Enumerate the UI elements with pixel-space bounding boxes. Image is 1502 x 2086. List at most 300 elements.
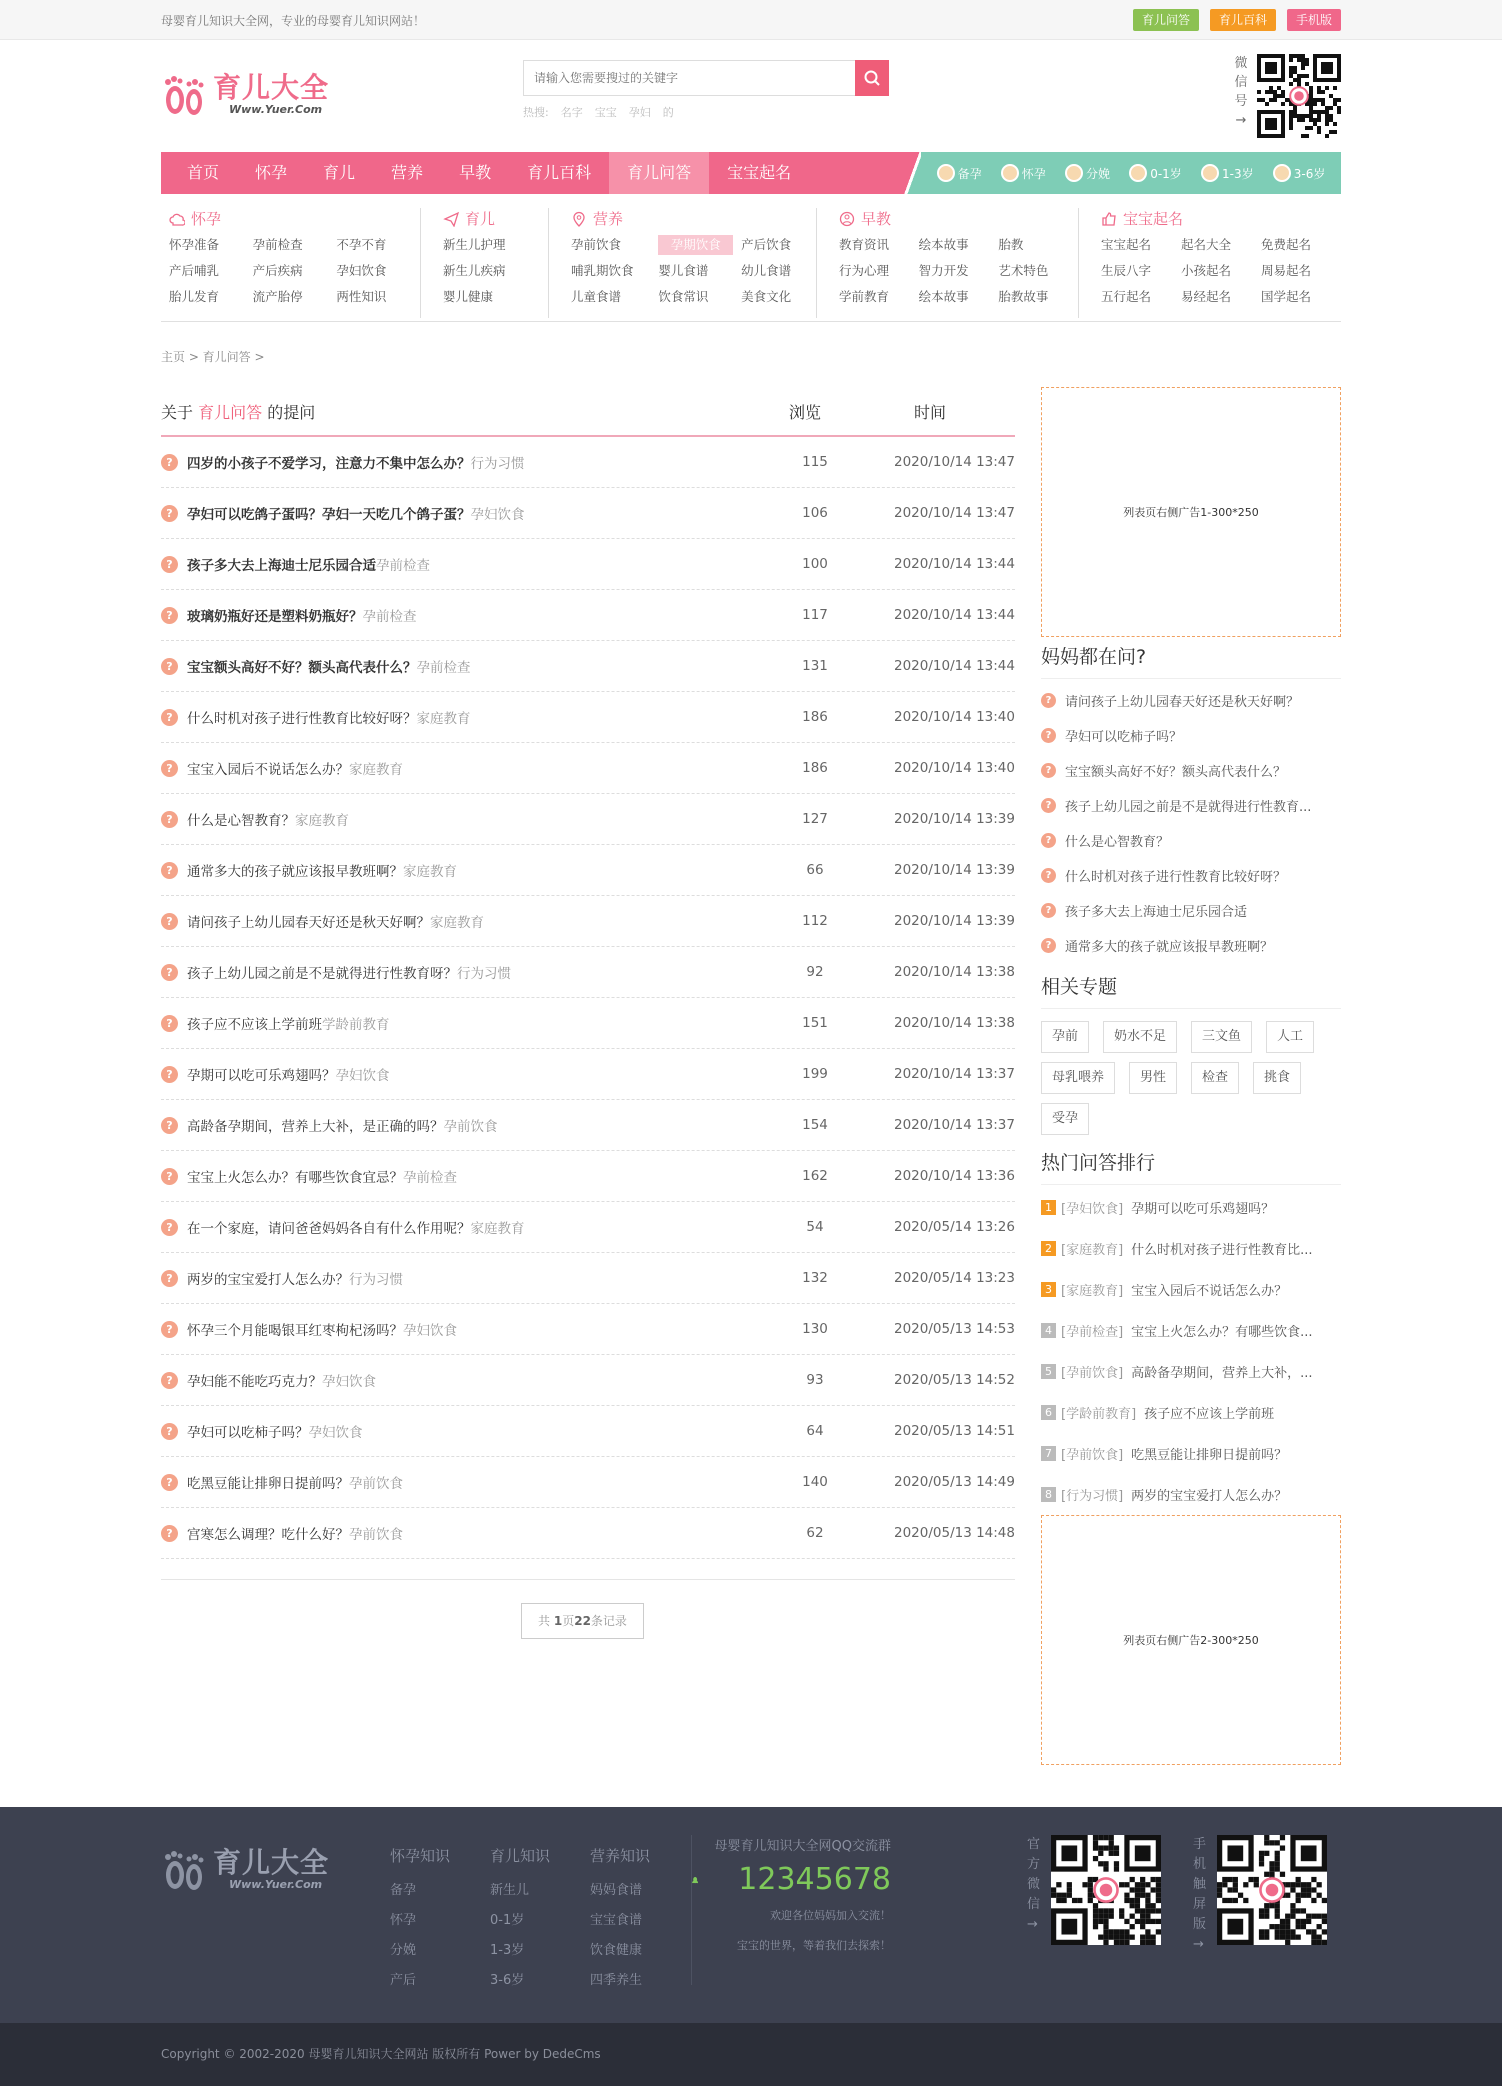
question-link[interactable]: 孕妇可以吃柿子吗？孕妇饮食 <box>187 1425 363 1441</box>
topic-tag[interactable]: 挑食 <box>1253 1062 1301 1094</box>
footer-link[interactable]: 妈妈食谱 <box>590 1883 643 1898</box>
subnav-link[interactable]: 周易起名 <box>1261 263 1312 278</box>
rank-list <box>1041 1185 1341 1515</box>
table-row[interactable] <box>161 1304 1015 1355</box>
question-category[interactable]: 孕妇饮食 <box>335 1068 390 1084</box>
logo-name: 育儿大全 <box>213 70 330 104</box>
question-icon: ? <box>161 1117 178 1134</box>
question-link[interactable]: 玻璃奶瓶好还是塑料奶瓶好？孕前检查 <box>187 609 417 625</box>
cloud-icon <box>169 211 185 227</box>
child-icon <box>839 211 855 227</box>
subnav-link[interactable]: 绘本故事 <box>918 237 969 252</box>
qq-number: 12345678 <box>692 1862 891 1897</box>
subnav-link[interactable]: 流产胎停 <box>252 289 303 304</box>
subnav-link[interactable]: 孕妇饮食 <box>336 263 387 278</box>
subnav-link[interactable]: 学前教育 <box>839 289 890 304</box>
post-time: 2020/05/14 13:26 <box>893 1219 1015 1235</box>
rank-item[interactable] <box>1041 1269 1341 1310</box>
table-row[interactable] <box>161 896 1015 947</box>
qq-sub2: 宝宝的世界，等着我们去探索！ <box>737 1939 891 1952</box>
main-content <box>161 387 1341 1765</box>
ad-slot-1[interactable]: 列表页右侧广告1-300*250 <box>1041 387 1341 637</box>
question-category[interactable]: 行为习惯 <box>457 966 511 982</box>
question-category[interactable]: 孕前检查 <box>362 609 417 625</box>
question-link[interactable]: 四岁的小孩子不爱学习，注意力不集中怎么办？行为习惯 <box>187 456 525 472</box>
age-nav-item[interactable] <box>1001 164 1046 182</box>
question-icon: ? <box>1041 798 1056 813</box>
view-count: 162 <box>802 1168 828 1184</box>
subnav-title[interactable]: 育儿 <box>443 208 548 229</box>
question-icon: ? <box>161 454 178 471</box>
baby-icon <box>937 164 955 182</box>
question-link[interactable]: 宝宝上火怎么办？有哪些饮食宜忌？孕前检查 <box>187 1170 457 1186</box>
subnav-link[interactable]: 孕期饮食 <box>658 235 733 255</box>
view-count: 154 <box>802 1117 828 1133</box>
ask-title: 妈妈都在问? <box>1041 637 1341 679</box>
question-category[interactable]: 家庭教育 <box>349 762 403 778</box>
rank-item[interactable] <box>1041 1228 1341 1269</box>
rank-category[interactable]: [孕妇饮食] <box>1061 1202 1124 1217</box>
footer-link[interactable]: 怀孕 <box>390 1913 417 1928</box>
subnav-link[interactable]: 起名大全 <box>1181 237 1232 252</box>
hot-word[interactable]: 孕妇 <box>628 106 651 119</box>
sidebar <box>1041 387 1341 1765</box>
question-category[interactable]: 家庭教育 <box>295 813 349 829</box>
topic-tag[interactable]: 检查 <box>1191 1062 1239 1094</box>
hot-word[interactable]: 名字 <box>560 106 583 119</box>
view-count: 132 <box>802 1270 828 1286</box>
rank-category[interactable]: [学龄前教育] <box>1061 1407 1137 1422</box>
footer-columns <box>390 1845 690 1996</box>
question-icon: ? <box>161 709 178 726</box>
subnav-link[interactable]: 饮食常识 <box>658 289 709 304</box>
ask-list <box>1041 679 1341 963</box>
rank-item[interactable] <box>1041 1310 1341 1351</box>
subnav-link[interactable]: 婴儿健康 <box>443 289 494 304</box>
nav-item[interactable]: 首页 <box>187 163 220 182</box>
rank-item[interactable] <box>1041 1392 1341 1433</box>
top-links <box>1133 9 1341 31</box>
post-time: 2020/05/13 14:49 <box>893 1474 1015 1490</box>
qq-title: 母婴育儿知识大全网QQ交流群 <box>714 1839 891 1854</box>
topic-tag[interactable]: 受孕 <box>1041 1103 1089 1135</box>
rank-title[interactable]: 什么时机对孩子进行性教育比... <box>1131 1243 1313 1258</box>
view-count: 199 <box>802 1066 828 1082</box>
rank-category[interactable]: [家庭教育] <box>1061 1243 1124 1258</box>
question-icon: ? <box>1041 868 1056 883</box>
question-category[interactable]: 行为习惯 <box>470 456 525 472</box>
footer-link[interactable]: 宝宝食谱 <box>590 1913 643 1928</box>
view-count: 66 <box>806 862 824 878</box>
subnav-link[interactable]: 孕前检查 <box>252 237 303 252</box>
list-item[interactable]: ? 孕妇可以吃柿子吗？ <box>1041 718 1341 753</box>
baby-icon <box>1129 164 1147 182</box>
subnav-link[interactable]: 幼儿食谱 <box>741 263 792 278</box>
hot-word[interactable]: 的 <box>662 106 674 119</box>
question-link[interactable]: 孕妇能不能吃巧克力？孕妇饮食 <box>187 1374 376 1390</box>
age-label: 备孕 <box>957 166 982 181</box>
subnav-link[interactable]: 易经起名 <box>1181 289 1232 304</box>
rank-category[interactable]: [孕前检查] <box>1061 1325 1124 1340</box>
age-nav-item[interactable] <box>1065 164 1110 182</box>
age-label: 0-1岁 <box>1150 166 1182 181</box>
subnav-group <box>817 208 1079 318</box>
question-icon: ? <box>1041 693 1056 708</box>
age-nav-item[interactable] <box>1201 164 1254 182</box>
nav-item[interactable]: 怀孕 <box>255 163 288 182</box>
topic-tag[interactable]: 母乳喂养 <box>1041 1062 1115 1094</box>
footer-link[interactable]: 新生儿 <box>490 1883 530 1898</box>
subnav-link[interactable]: 新生儿护理 <box>443 237 506 252</box>
post-time: 2020/05/13 14:52 <box>893 1372 1015 1388</box>
list-item[interactable]: ? 宝宝额头高好不好？额头高代表什么？ <box>1041 753 1341 788</box>
list-item[interactable]: ? 什么是心智教育？ <box>1041 823 1341 858</box>
table-row[interactable] <box>161 998 1015 1049</box>
top-link[interactable]: 育儿问答 <box>1133 9 1199 31</box>
question-link[interactable]: 通常多大的孩子就应该报早教班啊？家庭教育 <box>187 864 457 880</box>
breadcrumb: 主页 > 育儿问答 > <box>161 350 265 364</box>
subnav-link[interactable]: 免费起名 <box>1261 237 1312 252</box>
subnav-link[interactable]: 胎教 <box>998 237 1024 252</box>
rank-item[interactable] <box>1041 1474 1341 1515</box>
table-row[interactable] <box>161 641 1015 692</box>
subnav-title[interactable]: 怀孕 <box>169 208 420 229</box>
top-link[interactable]: 育儿百科 <box>1210 9 1276 31</box>
rank-item[interactable] <box>1041 1187 1341 1228</box>
footer-link[interactable]: 3-6岁 <box>490 1973 525 1988</box>
view-count: 112 <box>802 913 828 929</box>
question-list <box>161 387 1015 1765</box>
qq-sub: 欢迎各位妈妈加入交流！ <box>770 1909 891 1922</box>
question-category[interactable]: 孕前饮食 <box>349 1527 403 1543</box>
subnav-group <box>161 208 421 318</box>
question-icon: ? <box>161 1372 178 1389</box>
question-link[interactable]: 孕妇可以吃鸽子蛋吗？孕妇一天吃几个鸽子蛋？孕妇饮食 <box>187 507 525 523</box>
subnav-link[interactable]: 绘本故事 <box>918 289 969 304</box>
subnav-link[interactable]: 产后哺乳 <box>169 263 220 278</box>
rank-title[interactable]: 高龄备孕期间，营养上大补，... <box>1131 1366 1313 1381</box>
table-row[interactable] <box>161 743 1015 794</box>
question-link[interactable]: 孩子应不应该上学前班学龄前教育 <box>187 1017 390 1033</box>
rank-number: 6 <box>1041 1405 1056 1420</box>
question-icon: ? <box>1041 938 1056 953</box>
question-icon: ? <box>161 760 178 777</box>
age-nav-item[interactable] <box>1273 164 1326 182</box>
post-time: 2020/10/14 13:44 <box>893 658 1015 674</box>
question-icon: ? <box>161 1219 178 1236</box>
baby-icon <box>1065 164 1083 182</box>
view-count: 130 <box>802 1321 828 1337</box>
search-button[interactable] <box>855 60 889 96</box>
rank-number: 5 <box>1041 1364 1056 1379</box>
rank-number: 2 <box>1041 1241 1056 1256</box>
footer-link[interactable]: 四季养生 <box>590 1973 643 1988</box>
rank-title[interactable]: 宝宝上火怎么办？有哪些饮食... <box>1131 1325 1313 1340</box>
post-time: 2020/05/13 14:48 <box>893 1525 1015 1541</box>
search-area <box>523 60 889 120</box>
list-title: 关于 育儿问答 的提问 <box>161 402 316 422</box>
subnav-link[interactable]: 艺术特色 <box>998 263 1049 278</box>
subnav-link[interactable]: 不孕不育 <box>336 237 387 252</box>
footer-column-title: 育儿知识 <box>490 1847 551 1865</box>
table-row[interactable] <box>161 1508 1015 1559</box>
nav-item[interactable]: 育儿百科 <box>527 163 592 182</box>
list-item[interactable]: ? 孩子多大去上海迪士尼乐园合适 <box>1041 893 1341 928</box>
question-link[interactable]: 孕期可以吃可乐鸡翅吗？孕妇饮食 <box>187 1068 390 1084</box>
mobile-qr-label: 手机触屏版→ <box>1193 1837 1207 1952</box>
table-row[interactable] <box>161 845 1015 896</box>
table-row[interactable] <box>161 1049 1015 1100</box>
subnav-link[interactable]: 婴儿食谱 <box>658 263 709 278</box>
page-info[interactable]: 共 1页22条记录 <box>521 1603 644 1639</box>
subnav-link[interactable]: 胎儿发育 <box>169 289 220 304</box>
subnav-link[interactable]: 五行起名 <box>1101 289 1152 304</box>
view-count: 186 <box>802 760 828 776</box>
nav-item[interactable]: 育儿 <box>323 163 356 182</box>
question-category[interactable]: 家庭教育 <box>430 915 484 931</box>
question-category[interactable]: 家庭教育 <box>403 864 457 880</box>
nav-divider <box>904 152 921 194</box>
post-time: 2020/10/14 13:40 <box>893 709 1015 725</box>
subnav-link[interactable]: 美食文化 <box>741 289 792 304</box>
list-item[interactable]: ? 孩子上幼儿园之前是不是就得进行性教育... <box>1041 788 1341 823</box>
view-count: 127 <box>802 811 828 827</box>
post-time: 2020/10/14 13:38 <box>893 964 1015 980</box>
table-row[interactable] <box>161 692 1015 743</box>
rank-number: 3 <box>1041 1282 1056 1297</box>
footer-link[interactable]: 备孕 <box>390 1883 417 1898</box>
question-icon: ? <box>1041 833 1056 848</box>
rank-category[interactable]: [行为习惯] <box>1061 1489 1124 1504</box>
question-link[interactable]: 孩子上幼儿园之前是不是就得进行性教育呀？行为习惯 <box>187 966 511 982</box>
subnav-title[interactable]: 营养 <box>571 208 816 229</box>
subnav-link[interactable]: 产后疾病 <box>252 263 303 278</box>
table-row[interactable] <box>161 539 1015 590</box>
rank-title[interactable]: 孕期可以吃可乐鸡翅吗？ <box>1131 1202 1275 1217</box>
post-time: 2020/10/14 13:40 <box>893 760 1015 776</box>
subnav-title[interactable]: 宝宝起名 <box>1101 208 1341 229</box>
subnav-link[interactable]: 宝宝起名 <box>1101 237 1152 252</box>
ad-slot-2[interactable]: 列表页右侧广告2-300*250 <box>1041 1515 1341 1765</box>
list-item[interactable]: ? 通常多大的孩子就应该报早教班啊？ <box>1041 928 1341 963</box>
question-category[interactable]: 孕妇饮食 <box>403 1323 457 1339</box>
hot-search <box>523 104 889 120</box>
footer-link[interactable]: 饮食健康 <box>590 1943 643 1958</box>
question-category[interactable]: 行为习惯 <box>349 1272 403 1288</box>
rank-number: 8 <box>1041 1487 1056 1502</box>
question-link[interactable]: 宝宝额头高好不好？额头高代表什么？孕前检查 <box>187 660 471 676</box>
search-input[interactable] <box>523 60 855 96</box>
subnav-link[interactable]: 国学起名 <box>1261 289 1312 304</box>
question-link[interactable]: 吃黑豆能让排卵日提前吗？孕前饮食 <box>187 1476 403 1492</box>
qr-code-icon <box>1051 1835 1161 1945</box>
table-row[interactable] <box>161 1355 1015 1406</box>
post-time: 2020/10/14 13:37 <box>893 1117 1015 1133</box>
question-link[interactable]: 什么时机对孩子进行性教育比较好呀？家庭教育 <box>187 711 471 727</box>
question-link[interactable]: 怀孕三个月能喝银耳红枣枸杞汤吗？孕妇饮食 <box>187 1323 457 1339</box>
top-link[interactable]: 手机版 <box>1287 9 1341 31</box>
view-count: 54 <box>806 1219 824 1235</box>
subnav-link[interactable]: 怀孕准备 <box>169 237 220 252</box>
hot-word[interactable]: 宝宝 <box>594 106 617 119</box>
table-row[interactable] <box>161 947 1015 998</box>
nav-item[interactable]: 营养 <box>391 163 424 182</box>
qr-code-icon <box>1257 54 1341 138</box>
footer-column <box>490 1845 590 1996</box>
rank-item[interactable] <box>1041 1351 1341 1392</box>
post-time: 2020/10/14 13:37 <box>893 1066 1015 1082</box>
nav-item[interactable]: 育儿问答 <box>609 152 709 194</box>
post-time: 2020/10/14 13:39 <box>893 862 1015 878</box>
age-label: 怀孕 <box>1021 166 1046 181</box>
footer-column <box>590 1845 690 1996</box>
table-row[interactable] <box>161 1253 1015 1304</box>
footer-column-title: 怀孕知识 <box>390 1847 451 1865</box>
wechat-qr <box>1233 54 1341 138</box>
question-category[interactable]: 孕前检查 <box>403 1170 457 1186</box>
question-category[interactable]: 家庭教育 <box>470 1221 525 1237</box>
rank-title[interactable]: 两岁的宝宝爱打人怎么办？ <box>1131 1489 1288 1504</box>
list-item[interactable]: ? 请问孩子上幼儿园春天好还是秋天好啊？ <box>1041 683 1341 718</box>
top-bar <box>0 0 1502 40</box>
question-category[interactable]: 孕妇饮食 <box>322 1374 376 1390</box>
table-row[interactable] <box>161 1406 1015 1457</box>
table-row[interactable] <box>161 1457 1015 1508</box>
post-time: 2020/10/14 13:36 <box>893 1168 1015 1184</box>
rank-category[interactable]: [孕前饮食] <box>1061 1448 1124 1463</box>
post-time: 2020/10/14 13:39 <box>893 913 1015 929</box>
question-icon: ? <box>161 658 178 675</box>
footer-link[interactable]: 1-3岁 <box>490 1943 525 1958</box>
question-category[interactable]: 家庭教育 <box>416 711 471 727</box>
table-row[interactable] <box>161 1151 1015 1202</box>
topic-tag[interactable]: 孕前 <box>1041 1021 1089 1053</box>
question-category[interactable]: 孕妇饮食 <box>470 507 525 523</box>
question-icon: ? <box>161 556 178 573</box>
main-nav <box>161 152 1341 194</box>
rank-title[interactable]: 孩子应不应该上学前班 <box>1144 1407 1275 1422</box>
question-link[interactable]: 在一个家庭，请问爸爸妈妈各自有什么作用呢？家庭教育 <box>187 1221 525 1237</box>
question-icon: ? <box>161 964 178 981</box>
subnav-link[interactable]: 生辰八字 <box>1101 263 1152 278</box>
question-category[interactable]: 孕前检查 <box>376 558 430 574</box>
question-link[interactable]: 宫寒怎么调理？吃什么好？孕前饮食 <box>187 1527 403 1543</box>
footer-wechat-qr <box>1027 1835 1161 1945</box>
table-row[interactable] <box>161 1100 1015 1151</box>
rank-category[interactable]: [家庭教育] <box>1061 1284 1124 1299</box>
age-label: 3-6岁 <box>1293 166 1326 181</box>
question-category[interactable]: 孕前饮食 <box>349 1476 403 1492</box>
question-category[interactable]: 学龄前教育 <box>322 1017 390 1033</box>
topic-tag[interactable]: 三文鱼 <box>1191 1021 1252 1053</box>
age-label: 1-3岁 <box>1222 166 1254 181</box>
nav-item[interactable]: 宝宝起名 <box>727 163 792 182</box>
views-header: 浏览 <box>788 402 821 422</box>
view-count: 62 <box>806 1525 824 1541</box>
topic-tag[interactable]: 奶水不足 <box>1103 1021 1177 1053</box>
rank-title[interactable]: 宝宝入园后不说话怎么办？ <box>1131 1284 1288 1299</box>
question-link[interactable]: 请问孩子上幼儿园春天好还是秋天好啊？家庭教育 <box>187 915 484 931</box>
subnav-link[interactable]: 胎教故事 <box>998 289 1049 304</box>
question-link[interactable]: 宝宝入园后不说话怎么办？家庭教育 <box>187 762 403 778</box>
table-row[interactable] <box>161 437 1015 488</box>
post-time: 2020/10/14 13:44 <box>893 607 1015 623</box>
search-icon <box>863 69 881 87</box>
baby-icon <box>1273 164 1291 182</box>
table-row[interactable] <box>161 794 1015 845</box>
footer-link[interactable]: 分娩 <box>390 1943 417 1958</box>
site-logo[interactable] <box>161 70 329 118</box>
subnav-link[interactable]: 新生儿疾病 <box>443 263 506 278</box>
subnav-link[interactable]: 智力开发 <box>918 263 969 278</box>
age-nav-item[interactable] <box>937 164 982 182</box>
question-icon: ? <box>161 1474 178 1491</box>
subnav-group <box>549 208 817 318</box>
subnav-link[interactable]: 两性知识 <box>336 289 387 304</box>
subnav-link[interactable]: 儿童食谱 <box>571 289 622 304</box>
subnav-link[interactable]: 孕前饮食 <box>571 237 622 252</box>
paper-plane-icon <box>443 211 459 227</box>
rank-number: 1 <box>1041 1200 1056 1215</box>
age-nav <box>921 152 1341 194</box>
topic-tag[interactable]: 人工 <box>1266 1021 1314 1053</box>
subnav-link[interactable]: 产后饮食 <box>741 237 792 252</box>
question-icon: ? <box>161 1015 178 1032</box>
list-item[interactable]: ? 什么时机对孩子进行性教育比较好呀？ <box>1041 858 1341 893</box>
question-link[interactable]: 孩子多大去上海迪士尼乐园合适孕前检查 <box>187 558 430 574</box>
question-link[interactable]: 两岁的宝宝爱打人怎么办？行为习惯 <box>187 1272 403 1288</box>
footer-link[interactable]: 0-1岁 <box>490 1913 525 1928</box>
subnav-link[interactable]: 行为心理 <box>839 263 890 278</box>
rank-category[interactable]: [孕前饮食] <box>1061 1366 1124 1381</box>
location-pin-icon <box>571 211 587 227</box>
question-category[interactable]: 孕前检查 <box>416 660 471 676</box>
table-row[interactable] <box>161 488 1015 539</box>
nav-item[interactable]: 早教 <box>459 163 492 182</box>
subnav-items <box>443 235 548 307</box>
question-category[interactable]: 孕前饮食 <box>443 1119 498 1135</box>
age-nav-item[interactable] <box>1129 164 1182 182</box>
baby-icon <box>1001 164 1019 182</box>
subnav-link[interactable]: 教育资讯 <box>839 237 890 252</box>
question-icon: ? <box>161 505 178 522</box>
question-link[interactable]: 什么是心智教育？家庭教育 <box>187 813 349 829</box>
footer-link[interactable]: 产后 <box>390 1973 417 1988</box>
topic-tag[interactable]: 男性 <box>1129 1062 1177 1094</box>
table-row[interactable] <box>161 1202 1015 1253</box>
question-icon: ? <box>161 1423 178 1440</box>
subnav-items <box>169 235 420 307</box>
subnav-link[interactable]: 小孩起名 <box>1181 263 1232 278</box>
header <box>161 40 1341 152</box>
table-row[interactable] <box>161 590 1015 641</box>
question-link[interactable]: 高龄备孕期间，营养上大补，是正确的吗？孕前饮食 <box>187 1119 498 1135</box>
hot-label: 热搜: <box>523 106 549 119</box>
subnav-title[interactable]: 早教 <box>839 208 1078 229</box>
qr-code-icon <box>1217 1835 1327 1945</box>
question-icon: ? <box>161 1066 178 1083</box>
view-count: 131 <box>802 658 828 674</box>
subnav-items <box>839 235 1078 307</box>
rank-item[interactable] <box>1041 1433 1341 1474</box>
question-icon: ? <box>161 1168 178 1185</box>
time-header: 时间 <box>913 402 946 422</box>
question-category[interactable]: 孕妇饮食 <box>308 1425 363 1441</box>
rank-title[interactable]: 吃黑豆能让排卵日提前吗？ <box>1131 1448 1288 1463</box>
subnav-link[interactable]: 哺乳期饮食 <box>571 263 634 278</box>
footer-logo <box>161 1845 329 1893</box>
topic-tags <box>1041 1009 1341 1143</box>
